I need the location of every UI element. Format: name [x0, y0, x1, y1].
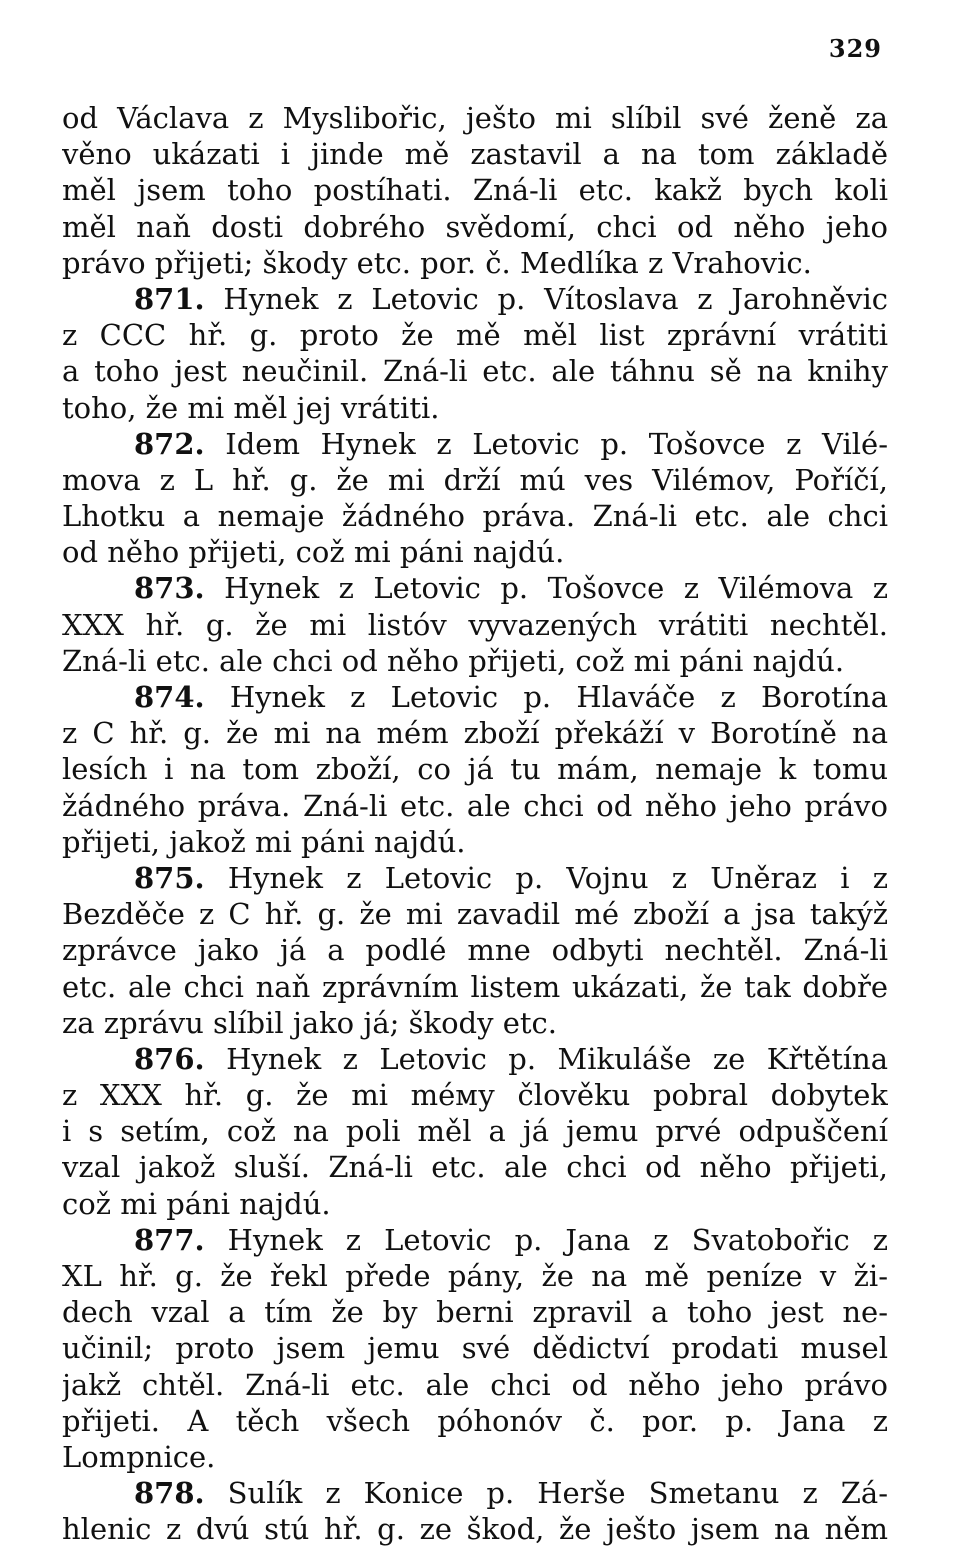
line-text: etc. ale chci naň zprávním listem ukázati, že tak dobře — [62, 969, 888, 1004]
line-text: Lhotku a nemaje žádného práva. Zná-li etc. ale chci — [62, 499, 888, 534]
line-text: Hynek z Letovic p. Jana z Svatobořic z — [204, 1222, 888, 1257]
entry-first-line — [62, 860, 888, 896]
line-text: od Václava z Myslibořic, ješto mi slíbil své ženě za — [62, 101, 888, 135]
line-text: od něho přijeti, což mi páni najdú. — [62, 535, 565, 570]
entry-first-line — [62, 281, 888, 317]
text-line — [62, 824, 888, 860]
line-text: Hynek z Letovic p. Vítoslava z Jarohněvic — [204, 281, 888, 316]
line-text: měl jsem toho postíhati. Zná-li etc. kakž bych koli — [62, 173, 888, 208]
entry-number: 875. — [134, 860, 205, 895]
text-line — [62, 534, 888, 570]
text-line — [62, 317, 888, 353]
text-line — [62, 1113, 888, 1149]
line-text: i s setím, což na poli měl a já jemu prvé odpuščení — [62, 1114, 888, 1149]
line-text: Hynek z Letovic p. Vojnu z Uněraz i z — [204, 860, 888, 895]
line-text: za zprávu slíbil jako já; škody etc. — [62, 1005, 557, 1040]
page-number: 329 — [828, 34, 882, 63]
text-line — [62, 1439, 888, 1475]
line-text: XXX hř. g. že mi listóv vyvazených vrátiti nechtěl. — [62, 607, 888, 642]
line-text: právo přijeti; škody etc. por. č. Medlíka z Vrahovic. — [62, 245, 812, 280]
line-text: Hynek z Letovic p. Hlaváče z Borotína — [204, 680, 888, 714]
line-text: zprávce jako já a podlé mne odbyti nechtěl. Zná-li — [62, 933, 888, 968]
text-line — [62, 498, 888, 534]
line-text: toho, že mi měl jej vrátiti. — [62, 390, 440, 425]
line-text: lesích i na tom zboží, co já tu mám, nemaje k tomu — [62, 752, 888, 787]
entry-number: 873. — [134, 571, 205, 606]
text-line — [62, 1511, 888, 1547]
text-line — [62, 245, 888, 281]
text-line — [62, 1077, 888, 1113]
text-line — [62, 1294, 888, 1330]
text-line — [62, 172, 888, 208]
line-text: Hynek z Letovic p. Tošovce z Vilémova z — [204, 571, 888, 606]
text-line — [62, 932, 888, 968]
line-text: mova z L hř. g. že mi drží mú ves Vilémov, Poříčí, — [62, 462, 888, 497]
entry-first-line — [62, 1475, 888, 1511]
text-line — [62, 1005, 888, 1041]
line-text: vzal jakož sluší. Zná-li etc. ale chci od něho přijeti, — [62, 1150, 888, 1185]
line-text: z C hř. g. že mi na mém zboží překáží v Borotíně na — [62, 716, 888, 751]
page-body — [62, 100, 888, 1548]
text-line — [62, 643, 888, 679]
text-line — [62, 969, 888, 1005]
line-text: jakž chtěl. Zná-li etc. ale chci od něho jeho právo — [62, 1367, 888, 1402]
text-line — [62, 1186, 888, 1222]
line-text: žádného práva. Zná-li etc. ale chci od něho jeho právo — [62, 788, 888, 823]
line-text: Bezděče z C hř. g. že mi zavadil mé zboží a jsa takýž — [62, 897, 888, 932]
line-text: měl naň dosti dobrého svědomí, chci od něho jeho — [62, 209, 888, 244]
entry-number: 878. — [134, 1476, 205, 1511]
text-line — [62, 1149, 888, 1185]
entry-number: 874. — [134, 680, 205, 714]
line-text: Hynek z Letovic p. Mikuláše ze Křtětína — [204, 1041, 888, 1076]
line-text: přijeti. A těch všech póhonóv č. por. p. Jana z — [62, 1403, 888, 1438]
entry-number: 871. — [134, 281, 205, 316]
line-text: XL hř. g. že řekl přede pány, že na mě peníze v ži- — [62, 1259, 888, 1293]
text-line — [62, 353, 888, 389]
line-text: Idem Hynek z Letovic p. Tošovce z Vilé- — [204, 426, 888, 461]
text-line — [62, 715, 888, 751]
entry-first-line — [62, 679, 888, 715]
text-line — [62, 788, 888, 824]
line-text: což mi páni najdú. — [62, 1186, 331, 1221]
entry-number: 872. — [134, 426, 205, 461]
line-text: učinil; proto jsem jemu své dědictví prodati musel — [62, 1331, 888, 1366]
text-line — [62, 136, 888, 172]
entry-first-line — [62, 1222, 888, 1258]
line-text: hlenic z dvú stú hř. g. ze škod, že ješto jsem na něm — [62, 1512, 888, 1547]
text-line — [62, 1330, 888, 1366]
text-line — [62, 896, 888, 932]
text-line — [62, 462, 888, 498]
text-line — [62, 390, 888, 426]
line-text: Sulík z Konice p. Herše Smetanu z Zá- — [204, 1476, 888, 1511]
text-line — [62, 1258, 888, 1294]
text-line — [62, 751, 888, 787]
entry-first-line — [62, 1041, 888, 1077]
text-line — [62, 1403, 888, 1439]
text-line — [62, 209, 888, 245]
line-text: přijeti, jakož mi páni najdú. — [62, 824, 466, 859]
entry-first-line — [62, 570, 888, 606]
text-line — [62, 1367, 888, 1403]
entry-first-line — [62, 426, 888, 462]
text-line — [62, 607, 888, 643]
line-text: dech vzal a tím že by berni zpravil a toho jest ne- — [62, 1295, 888, 1330]
line-text: z XXX hř. g. že mi méму člověku pobral dobytek — [62, 1078, 888, 1113]
text-line — [62, 100, 888, 136]
line-text: z CCC hř. g. proto že mě měl list zprávní vrátiti — [62, 318, 888, 353]
line-text: Zná-li etc. ale chci od něho přijeti, což mi páni najdú. — [62, 643, 845, 678]
line-text: věno ukázati i jinde mě zastavil a na tom základě — [62, 137, 888, 172]
line-text: Lompnice. — [62, 1439, 216, 1474]
line-text: a toho jest neučinil. Zná-li etc. ale táhnu sě na knihy — [62, 354, 888, 389]
entry-number: 876. — [134, 1041, 205, 1076]
entry-number: 877. — [134, 1222, 205, 1257]
